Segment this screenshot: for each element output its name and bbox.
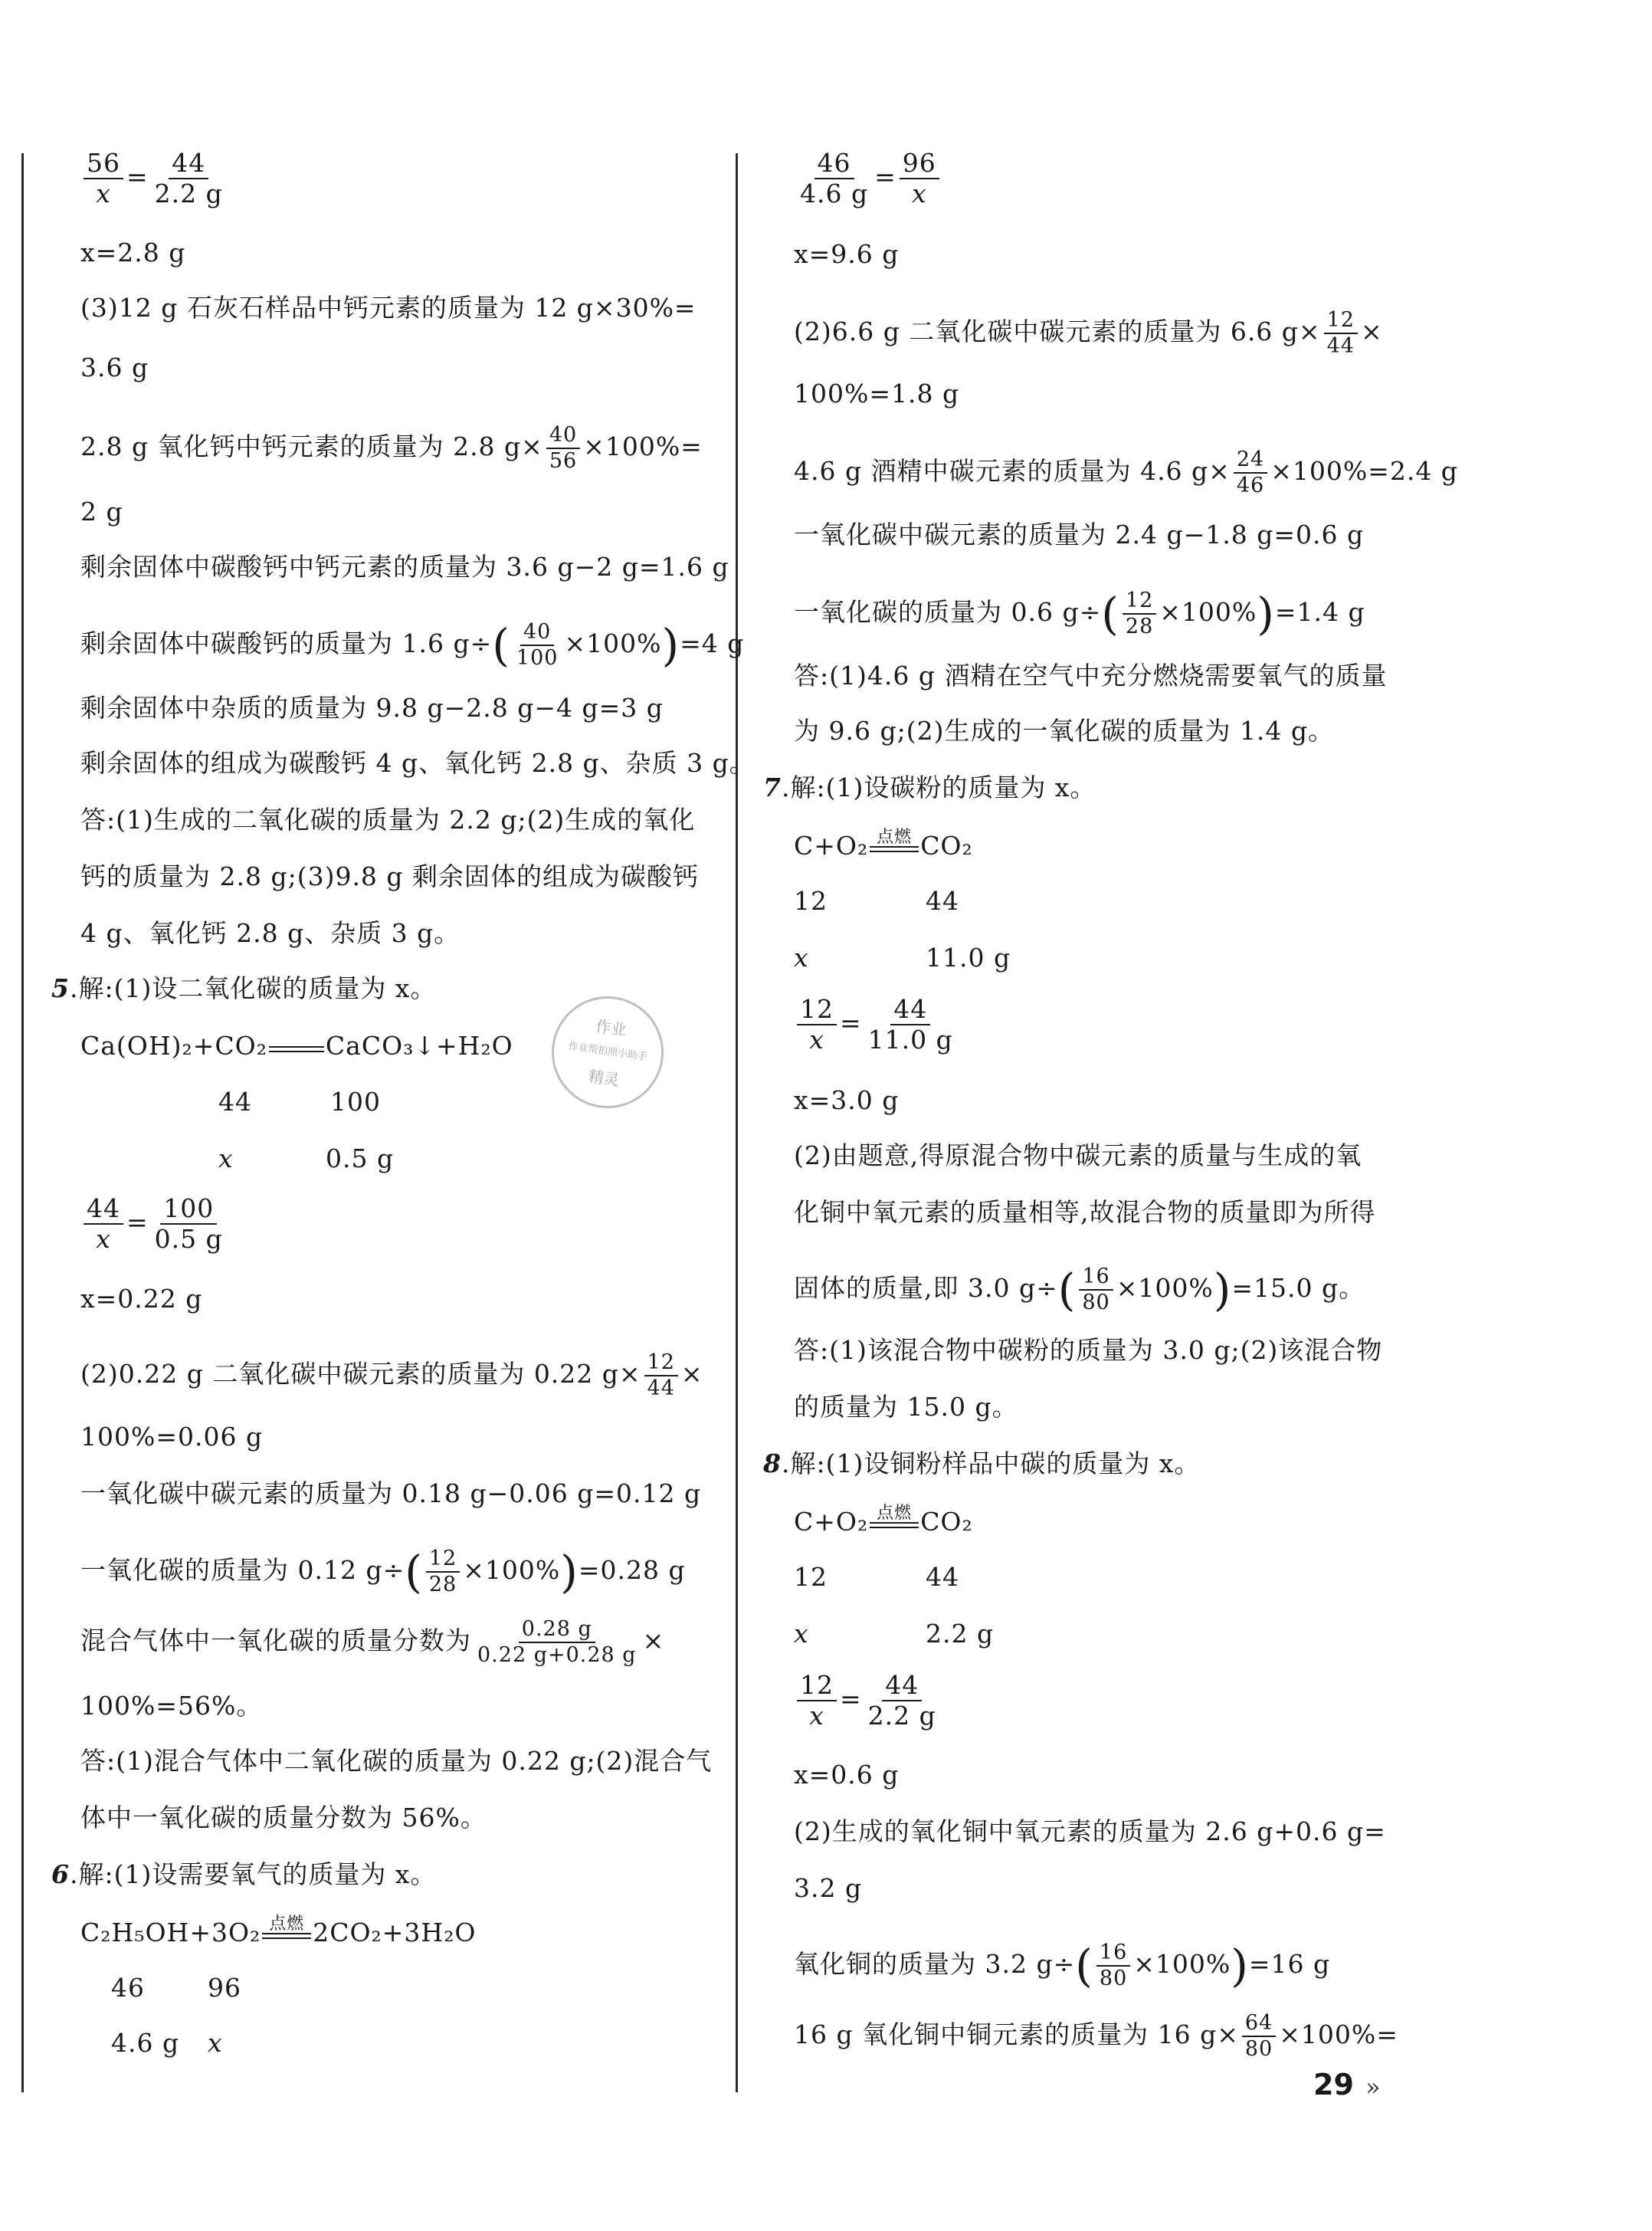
text-line: (2)由题意,得原混合物中碳元素的质量与生成的氧 <box>794 1140 1362 1170</box>
equation-ratio: $\frac{56}{x}$ = $\frac{44}{2.2 g}$ <box>80 149 229 208</box>
equation-line: 一氧化碳的质量为 0.12 g÷( $\frac{12}{28}$ ×100%)=0.28 g <box>80 1546 686 1598</box>
question-8-heading: 8.解:(1)设铜粉样品中碳的质量为 x。 <box>763 1449 1201 1478</box>
chemical-equation: Ca(OH)₂+CO₂ CaCO₃↓+H₂O <box>80 1031 513 1061</box>
equation-line: 氧化铜的质量为 3.2 g÷( $\frac{16}{80}$ ×100%)=16 g <box>794 1940 1331 1992</box>
text-line: x=0.6 g <box>794 1760 900 1790</box>
given-mass: 4.6 g <box>111 2028 180 2058</box>
text-line: 一氧化碳中碳元素的质量为 2.4 g−1.8 g=0.6 g <box>794 520 1365 550</box>
text-line: 答:(1)生成的二氧化碳的质量为 2.2 g;(2)生成的氧化 <box>80 805 696 835</box>
molar-mass: 44 <box>926 1562 959 1592</box>
molar-mass: 46 <box>111 1973 145 2003</box>
equation-line: 4.6 g 酒精中碳元素的质量为 4.6 g× $\frac{24}{46}$ ×100%=2.4 g <box>794 448 1458 497</box>
text-line: 剩余固体中碳酸钙中钙元素的质量为 3.6 g−2 g=1.6 g <box>80 552 729 582</box>
molar-mass: 96 <box>208 1973 241 2003</box>
molar-mass: 44 <box>926 886 959 916</box>
chemical-equation: C₂H₅OH+3O₂ 点燃 2CO₂+3H₂O <box>80 1914 477 1947</box>
equation-line: 2.8 g 氧化钙中钙元素的质量为 2.8 g× $\frac{40}{56}$ ×100%= <box>80 423 703 473</box>
equation-line: 固体的质量,即 3.0 g÷( $\frac{16}{80}$ ×100%)=15.0 g。 <box>794 1264 1365 1316</box>
page-number: 29 <box>1313 2068 1354 2101</box>
equation-line: 16 g 氧化铜中铜元素的质量为 16 g× $\frac{64}{80}$ ×100%= <box>794 2011 1398 2061</box>
given-mass: 2.2 g <box>926 1619 995 1649</box>
equation-line: 一氧化碳的质量为 0.6 g÷( $\frac{12}{28}$ ×100%)=1.4 g <box>794 588 1365 640</box>
molar-mass: 12 <box>794 1562 828 1592</box>
question-7-heading: 7.解:(1)设碳粉的质量为 x。 <box>763 773 1096 802</box>
chemical-equation: C+O₂ 点燃 CO₂ <box>794 828 973 861</box>
unknown-variable: x <box>794 1619 809 1649</box>
stamp-top-text: 作业 <box>594 1016 628 1039</box>
text-line: (2)生成的氧化铜中氧元素的质量为 2.6 g+0.6 g= <box>794 1816 1386 1846</box>
unknown-variable: x <box>218 1143 234 1173</box>
equation-line: (2)6.6 g 二氧化碳中碳元素的质量为 6.6 g× $\frac{12}{44}$ × <box>794 308 1383 358</box>
unknown-variable: x <box>794 943 809 973</box>
question-5-heading: 5.解:(1)设二氧化碳的质量为 x。 <box>51 973 437 1003</box>
column-divider <box>736 153 738 2092</box>
equation-line: (2)0.22 g 二氧化碳中碳元素的质量为 0.22 g× $\frac{12}{44}$ × <box>80 1350 703 1400</box>
chevron-right-icon: » <box>1365 2072 1381 2101</box>
text-line: 答:(1)混合气体中二氧化碳的质量为 0.22 g;(2)混合气 <box>80 1746 713 1776</box>
text-line: 100%=56%。 <box>80 1691 263 1721</box>
text-line: 3.6 g <box>80 353 149 382</box>
molar-mass: 44 <box>218 1087 252 1117</box>
text-line: 为 9.6 g;(2)生成的一氧化碳的质量为 1.4 g。 <box>794 716 1335 746</box>
text-line: x=0.22 g <box>80 1284 203 1314</box>
equation-ratio: $\frac{44}{x}$ = $\frac{100}{0.5 g}$ <box>80 1194 229 1254</box>
molar-mass: 100 <box>330 1087 381 1117</box>
text-line: 3.2 g <box>794 1873 863 1903</box>
molar-mass: 12 <box>794 886 828 916</box>
text-line: 化铜中氧元素的质量相等,故混合物的质量即为所得 <box>794 1197 1376 1227</box>
text-line: 100%=1.8 g <box>794 379 960 408</box>
text-line: 2 g <box>80 497 123 527</box>
text-line: (3)12 g 石灰石样品中钙元素的质量为 12 g×30%= <box>80 293 697 323</box>
text-line: x=3.0 g <box>794 1085 900 1115</box>
left-margin-rule <box>21 153 24 2092</box>
text-line: 钙的质量为 2.8 g;(3)9.8 g 剩余固体的组成为碳酸钙 <box>80 861 700 891</box>
question-6-heading: 6.解:(1)设需要氧气的质量为 x。 <box>51 1859 437 1889</box>
text-line: 剩余固体中杂质的质量为 9.8 g−2.8 g−4 g=3 g <box>80 693 664 723</box>
unknown-variable: x <box>208 2028 223 2058</box>
text-line: 的质量为 15.0 g。 <box>794 1392 1018 1422</box>
given-mass: 11.0 g <box>926 943 1011 973</box>
text-line: 100%=0.06 g <box>80 1422 264 1452</box>
text-line: 一氧化碳中碳元素的质量为 0.18 g−0.06 g=0.12 g <box>80 1478 702 1508</box>
text-line: x=2.8 g <box>80 238 186 267</box>
stamp-mid-text: 作业帮拍照小助手 <box>567 1040 648 1064</box>
text-line: 答:(1)该混合物中碳粉的质量为 3.0 g;(2)该混合物 <box>794 1335 1383 1365</box>
watermark-stamp <box>545 989 671 1116</box>
stamp-bottom-text: 精灵 <box>587 1067 621 1090</box>
equation-line: 剩余固体中碳酸钙的质量为 1.6 g÷( $\frac{40}{100}$ ×100%)=4 g <box>80 619 745 671</box>
text-line: x=9.6 g <box>794 239 900 269</box>
text-line: 答:(1)4.6 g 酒精在空气中充分燃烧需要氧气的质量 <box>794 661 1388 691</box>
text-line: 剩余固体的组成为碳酸钙 4 g、氧化钙 2.8 g、杂质 3 g。 <box>80 748 756 778</box>
chemical-equation: C+O₂ 点燃 CO₂ <box>794 1504 973 1537</box>
equation-ratio: $\frac{12}{x}$ = $\frac{44}{11.0 g}$ <box>794 995 959 1055</box>
equation-ratio: $\frac{46}{4.6 g}$ = $\frac{96}{x}$ <box>794 149 942 208</box>
text-line: 4 g、氧化钙 2.8 g、杂质 3 g。 <box>80 918 461 948</box>
equation-ratio: $\frac{12}{x}$ = $\frac{44}{2.2 g}$ <box>794 1671 942 1731</box>
given-mass: 0.5 g <box>326 1143 395 1173</box>
equation-line: 混合气体中一氧化碳的质量分数为 $\frac{0.28 g}{0.22 g+0.28 g}$ × <box>80 1617 665 1667</box>
text-line: 体中一氧化碳的质量分数为 56%。 <box>80 1803 487 1832</box>
